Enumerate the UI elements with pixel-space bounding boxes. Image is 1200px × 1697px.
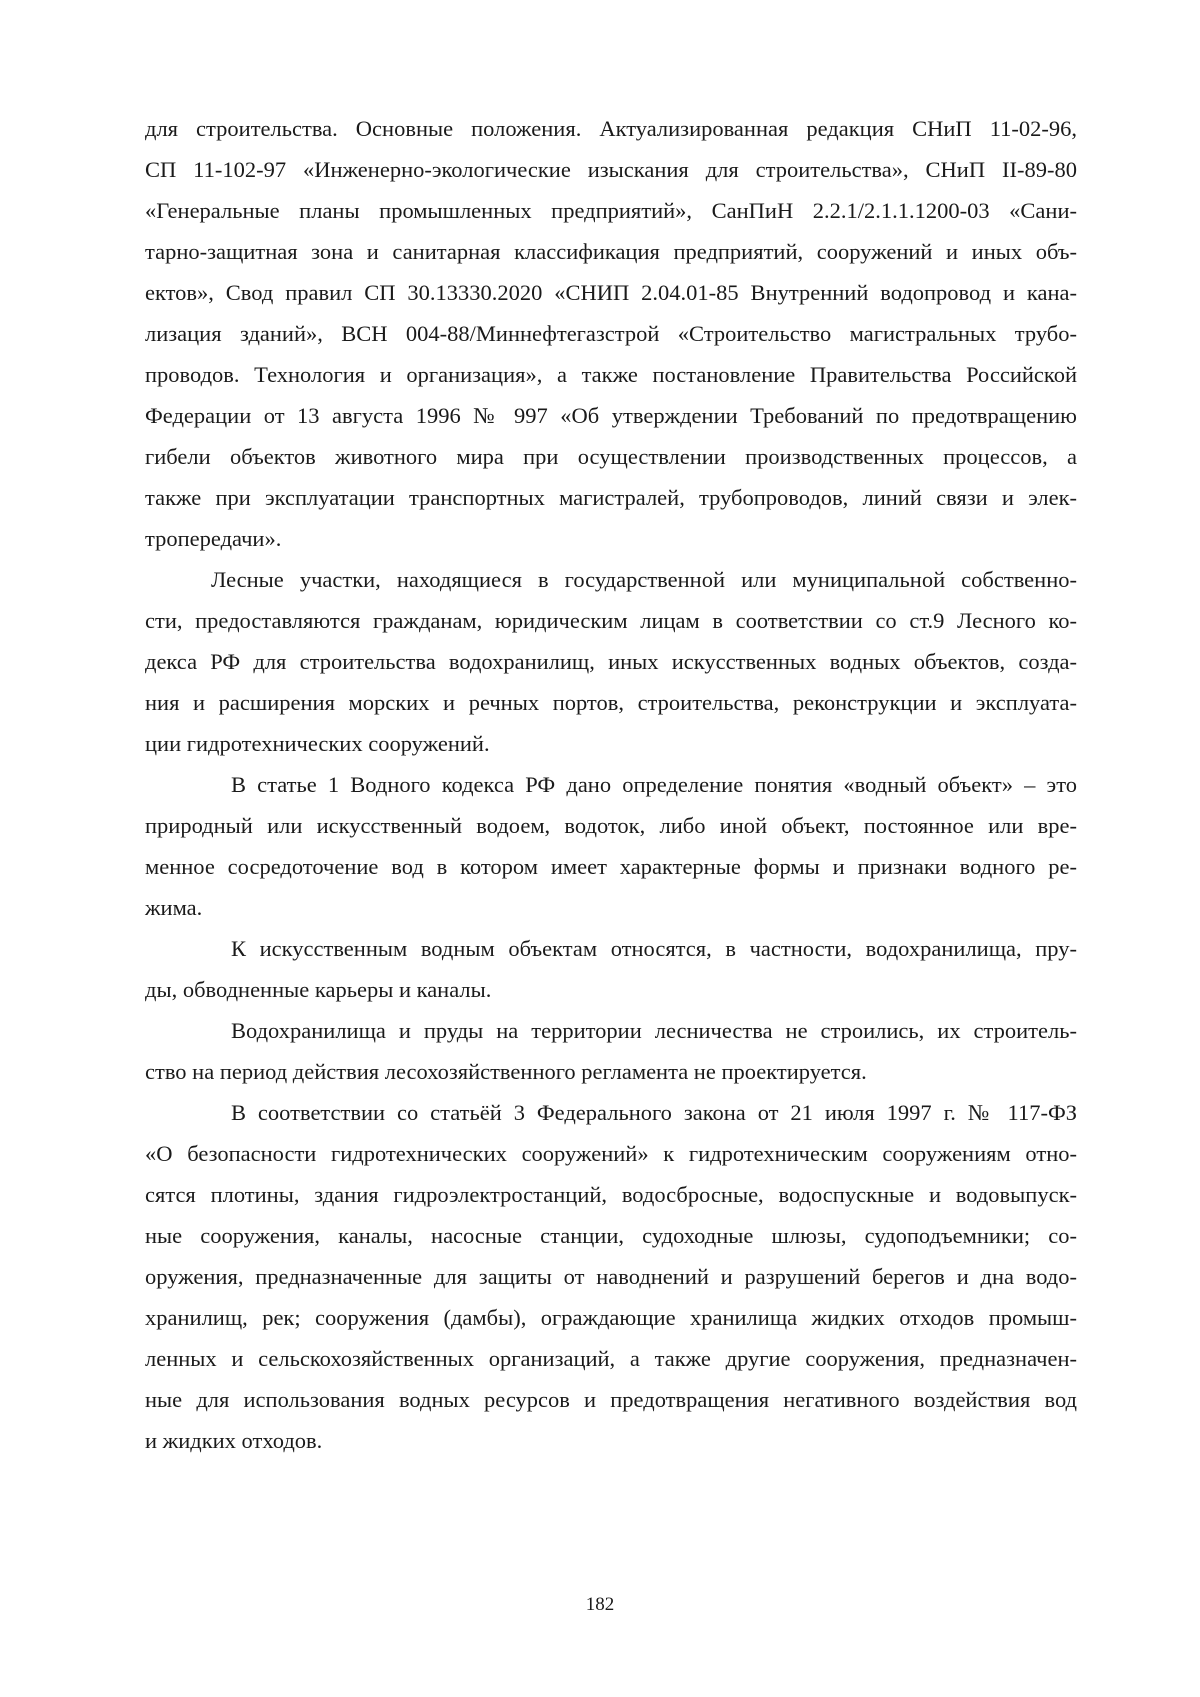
- text-line: гибели объектов животного мира при осуществлении производственных процессов, а: [145, 444, 1077, 469]
- text-line: К искусственным водным объектам относятся, в частности, водохранилища, пру-: [231, 936, 1077, 961]
- text-line: ды, обводненные карьеры и каналы.: [145, 977, 492, 1002]
- text-line: ные сооружения, каналы, насосные станции, судоходные шлюзы, судоподъемники; со-: [145, 1223, 1077, 1248]
- text-line: и жидких отходов.: [145, 1428, 323, 1453]
- body-text: [145, 108, 1077, 1461]
- text-line: также при эксплуатации транспортных магистралей, трубопроводов, линий связи и элек-: [145, 485, 1077, 510]
- text-line: декса РФ для строительства водохранилищ, иных искусственных водных объектов, созда-: [145, 649, 1077, 674]
- text-line: тропередачи».: [145, 526, 282, 551]
- text-line: сти, предоставляются гражданам, юридическим лицам в соответствии со ст.9 Лесного ко-: [145, 608, 1077, 633]
- paragraph: [145, 928, 1077, 1010]
- paragraph: [145, 764, 1077, 928]
- text-line: лизация зданий», ВСН 004-88/Миннефтегазстрой «Строительство магистральных трубо-: [145, 321, 1077, 346]
- paragraph: [145, 559, 1077, 764]
- text-line: Федерации от 13 августа 1996 № 997 «Об утверждении Требований по предотвращению: [145, 403, 1077, 428]
- paragraph: [145, 1010, 1077, 1092]
- text-line: Лесные участки, находящиеся в государственной или муниципальной собственно-: [211, 567, 1077, 592]
- text-line: природный или искусственный водоем, водоток, либо иной объект, постоянное или вре-: [145, 813, 1077, 838]
- text-line: ленных и сельскохозяйственных организаций, а также другие сооружения, предназначен-: [145, 1346, 1077, 1371]
- text-line: СП 11-102-97 «Инженерно-экологические изыскания для строительства», СНиП II-89-80: [145, 157, 1077, 182]
- text-line: оружения, предназначенные для защиты от наводнений и разрушений берегов и дна водо-: [145, 1264, 1077, 1289]
- text-line: «О безопасности гидротехнических сооружений» к гидротехническим сооружениям отно-: [145, 1141, 1077, 1166]
- paragraph: [145, 1092, 1077, 1461]
- text-line: ния и расширения морских и речных портов, строительства, реконструкции и эксплуата-: [145, 690, 1077, 715]
- text-line: Водохранилища и пруды на территории лесничества не строились, их строитель-: [231, 1018, 1077, 1043]
- text-line: ции гидротехнических сооружений.: [145, 731, 490, 756]
- text-line: «Генеральные планы промышленных предприятий», СанПиН 2.2.1/2.1.1.1200-03 «Сани-: [145, 198, 1077, 223]
- text-line: сятся плотины, здания гидроэлектростанций, водосбросные, водоспускные и водовыпуск-: [145, 1182, 1077, 1207]
- text-line: ектов», Свод правил СП 30.13330.2020 «СНИП 2.04.01-85 Внутренний водопровод и кана-: [145, 280, 1077, 305]
- text-line: для строительства. Основные положения. Актуализированная редакция СНиП 11-02-96,: [145, 116, 1077, 141]
- text-line: жима.: [145, 895, 203, 920]
- text-line: ные для использования водных ресурсов и предотвращения негативного воздействия вод: [145, 1387, 1077, 1412]
- text-line: ство на период действия лесохозяйственного регламента не проектируется.: [145, 1059, 867, 1084]
- text-line: В статье 1 Водного кодекса РФ дано определение понятия «водный объект» – это: [231, 772, 1077, 797]
- page-number: 182: [585, 1594, 615, 1615]
- text-line: проводов. Технология и организация», а также постановление Правительства Российской: [145, 362, 1077, 387]
- text-line: хранилищ, рек; сооружения (дамбы), ограждающие хранилища жидких отходов промыш-: [145, 1305, 1077, 1330]
- text-line: менное сосредоточение вод в котором имеет характерные формы и признаки водного ре-: [145, 854, 1077, 879]
- text-line: В соответствии со статьёй 3 Федерального закона от 21 июля 1997 г. № 117-ФЗ: [231, 1100, 1077, 1125]
- text-line: тарно-защитная зона и санитарная классификация предприятий, сооружений и иных объ-: [145, 239, 1077, 264]
- paragraph: [145, 108, 1077, 559]
